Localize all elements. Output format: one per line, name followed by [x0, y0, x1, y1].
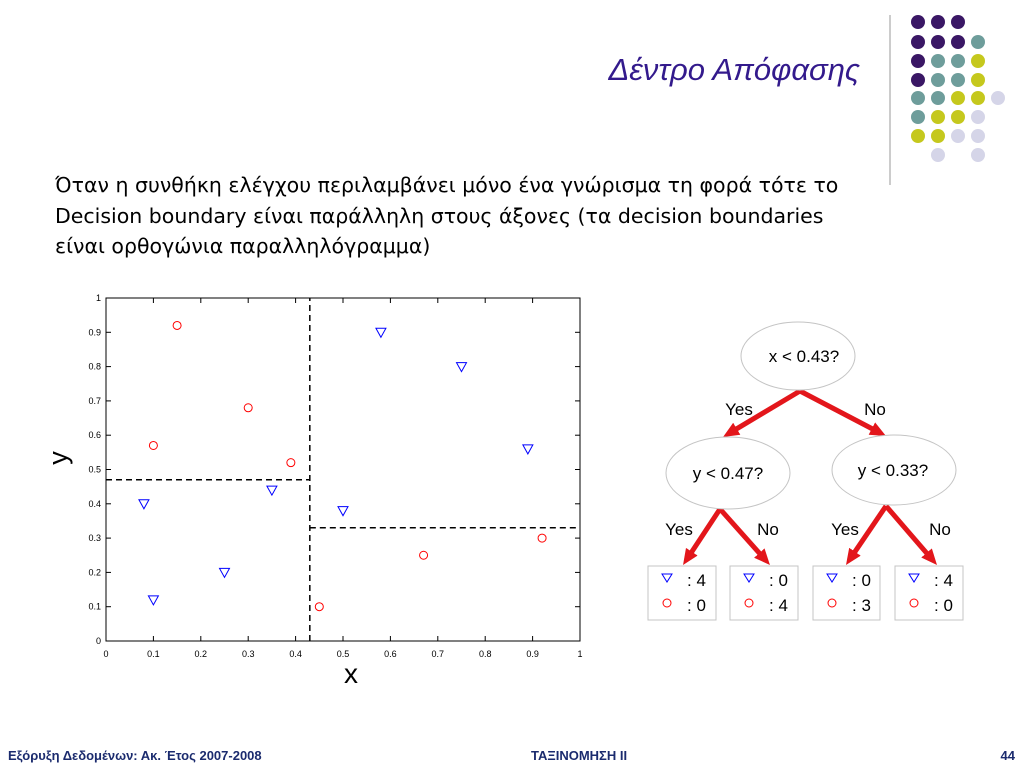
x-tick-label: 0.9 — [526, 649, 539, 659]
leaf-node — [730, 566, 798, 620]
x-tick-label: 0.8 — [478, 649, 492, 659]
leaf-triangle-count: : 4 — [934, 571, 953, 590]
leaf-circle-count: : 0 — [934, 596, 953, 615]
right-no-label: No — [929, 520, 951, 539]
decoration-dot — [971, 129, 985, 143]
decoration-dot — [951, 35, 965, 49]
decorative-dot-pattern — [880, 0, 1024, 192]
decoration-dot — [931, 148, 945, 162]
decoration-dot — [911, 110, 925, 124]
scatter-plot — [40, 285, 600, 690]
x-tick-label: 1 — [577, 649, 583, 659]
x-tick-label: 0 — [103, 649, 109, 659]
root-no-label: No — [864, 400, 886, 419]
decoration-dot — [931, 15, 945, 29]
left-no-label: No — [757, 520, 779, 539]
decoration-dot — [951, 15, 965, 29]
footer-section-title: ΤΑΞΙΝΟΜΗΣΗ ΙΙ — [531, 748, 628, 763]
leaf-circle-count: : 3 — [852, 596, 871, 615]
leaf-triangle-count: : 0 — [769, 571, 788, 590]
slide-title: Δέντρο Απόφασης — [608, 52, 860, 87]
decoration-dot — [971, 110, 985, 124]
y-tick-label: 0.6 — [88, 430, 101, 441]
root-node — [741, 322, 855, 390]
body-text-line: είναι ορθογώνια παραλληλόγραμμα) — [55, 234, 431, 258]
leaf-triangle-count: : 0 — [852, 571, 871, 590]
footer-page-number: 44 — [1000, 748, 1015, 763]
decoration-dot — [971, 73, 985, 87]
root-condition: x < 0.43? — [768, 347, 840, 366]
decoration-dot — [951, 91, 965, 105]
y-tick-label: 0.2 — [88, 567, 101, 578]
x-axis-label: x — [344, 658, 358, 689]
decoration-dot — [951, 54, 965, 68]
decoration-dot — [911, 54, 925, 68]
leaf-triangle-count: : 4 — [687, 571, 706, 590]
decoration-dots — [911, 15, 1005, 162]
decoration-dot — [971, 148, 985, 162]
right-yes-label: Yes — [831, 520, 859, 539]
no-child-condition: y < 0.33? — [857, 461, 929, 480]
x-tick-label: 0.7 — [431, 649, 445, 659]
left-yes-label: Yes — [665, 520, 693, 539]
y-tick-label: 0.8 — [88, 361, 101, 372]
x-tick-label: 0.6 — [384, 649, 397, 659]
decoration-dot — [931, 35, 945, 49]
edge-arrow-left-no — [720, 509, 761, 555]
plot-area — [106, 298, 580, 641]
edge-arrow-right-no — [886, 506, 929, 555]
decoration-dot — [951, 73, 965, 87]
decoration-dot — [911, 73, 925, 87]
leaf-circle-count: : 4 — [769, 596, 788, 615]
edge-arrow-left-yes — [690, 509, 720, 554]
decoration-dot — [931, 129, 945, 143]
decoration-dot — [971, 91, 985, 105]
decoration-dot — [931, 73, 945, 87]
decoration-dot — [911, 15, 925, 29]
y-tick-label: 1 — [95, 293, 101, 303]
y-tick-label: 0.3 — [88, 533, 101, 544]
body-text-line: Decision boundary είναι παράλληλη στους άξονες (τα decision boundaries — [55, 203, 824, 228]
decoration-dot — [931, 91, 945, 105]
footer-course-info: Εξόρυξη Δεδομένων: Ακ. Έτος 2007-2008 — [8, 748, 262, 763]
root-yes-label: Yes — [725, 400, 753, 419]
y-tick-label: 0.5 — [88, 464, 101, 475]
y-tick-label: 0.1 — [88, 601, 101, 612]
decoration-dot — [971, 35, 985, 49]
yes-child-node — [666, 437, 790, 509]
y-tick-label: 0.9 — [88, 327, 101, 338]
decoration-dot — [971, 54, 985, 68]
decoration-dot — [991, 91, 1005, 105]
x-tick-label: 0.5 — [336, 649, 350, 659]
x-tick-label: 0.2 — [194, 649, 208, 659]
decoration-dot — [911, 35, 925, 49]
slide-body-text — [55, 170, 838, 262]
x-tick-label: 0.3 — [241, 649, 255, 659]
leaf-circle-count: : 0 — [687, 596, 706, 615]
x-tick-label: 0.1 — [147, 649, 160, 659]
decoration-dot — [911, 129, 925, 143]
decision-tree-diagram — [640, 315, 970, 625]
leaf-node — [648, 566, 716, 620]
leaf-node — [813, 566, 880, 620]
body-text-line: Όταν η συνθήκη ελέγχου περιλαμβάνει μόνο ένα γνώρισμα τη φορά τότε το — [55, 173, 839, 197]
y-tick-label: 0 — [95, 636, 101, 646]
x-tick-label: 0.4 — [289, 649, 302, 659]
decoration-dot — [931, 110, 945, 124]
y-tick-label: 0.7 — [88, 395, 101, 406]
y-tick-label: 0.4 — [88, 498, 101, 509]
leaf-node — [895, 566, 963, 620]
decoration-dot — [911, 91, 925, 105]
decoration-dot — [931, 54, 945, 68]
no-child-node — [832, 435, 956, 505]
y-axis-label: y — [43, 451, 73, 465]
decoration-dot — [951, 129, 965, 143]
decoration-dot — [951, 110, 965, 124]
yes-child-condition: y < 0.47? — [692, 464, 764, 483]
